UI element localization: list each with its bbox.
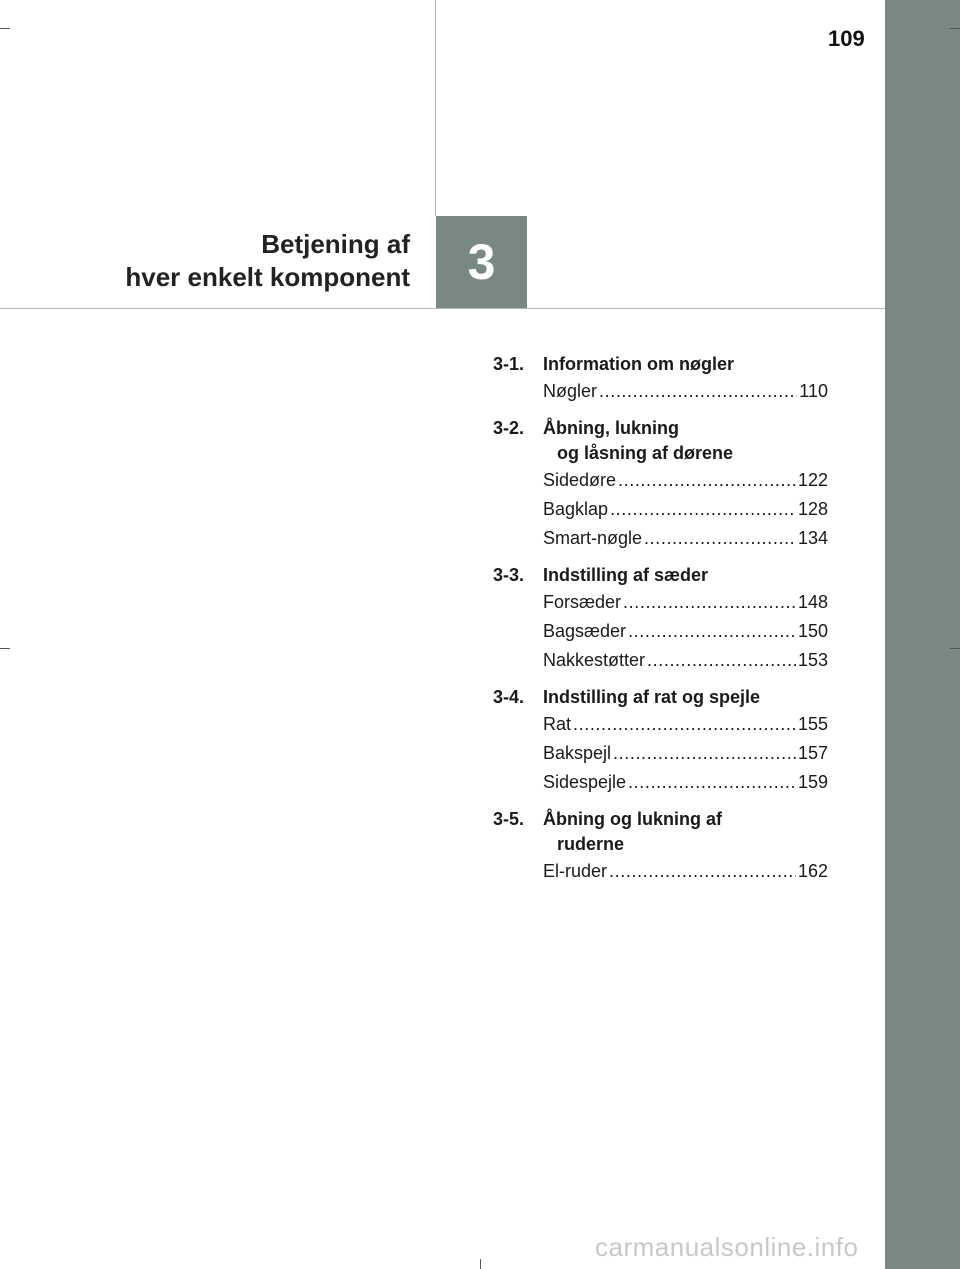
toc-entry[interactable] — [543, 588, 828, 617]
toc-entry[interactable] — [543, 646, 828, 675]
toc-entry[interactable] — [543, 857, 828, 886]
section-title-line: Information om nøgler — [543, 354, 734, 374]
entry-label: Bakspejl — [543, 743, 612, 763]
dot-leader — [610, 495, 796, 524]
section-title — [543, 685, 828, 710]
crop-mark-mid-right — [950, 648, 960, 649]
dot-leader — [623, 588, 796, 617]
section-title — [543, 416, 828, 466]
toc-section[interactable] — [493, 685, 828, 710]
entry-page: 159 — [797, 772, 828, 792]
toc-section[interactable] — [493, 352, 828, 377]
entry-page: 122 — [797, 470, 828, 490]
side-tab — [885, 0, 960, 1269]
section-title — [543, 563, 828, 588]
entry-label: Nakkestøtter — [543, 650, 646, 670]
entry-label: El-ruder — [543, 861, 608, 881]
section-title-line: Indstilling af sæder — [543, 565, 709, 585]
watermark: carmanualsonline.info — [595, 1232, 859, 1262]
dot-leader — [613, 739, 796, 768]
chapter-title — [125, 228, 410, 294]
toc-entry[interactable] — [543, 617, 828, 646]
entry-page: 157 — [797, 743, 828, 763]
dot-leader — [609, 857, 796, 886]
toc-entry[interactable] — [543, 739, 828, 768]
dot-leader — [628, 617, 796, 646]
crop-mark-bottom — [480, 1259, 481, 1269]
toc-section[interactable] — [493, 807, 828, 857]
entry-label: Sidedøre — [543, 470, 617, 490]
toc-entry[interactable] — [543, 495, 828, 524]
table-of-contents — [493, 352, 828, 886]
dot-leader — [647, 646, 796, 675]
toc-entry[interactable] — [543, 377, 828, 406]
entry-page: 128 — [797, 499, 828, 519]
section-title-line: Åbning, lukning — [543, 418, 679, 438]
section-number: 3-1. — [493, 354, 525, 374]
crop-mark-mid-left — [0, 648, 10, 649]
entry-page: 162 — [797, 861, 828, 881]
toc-entry[interactable] — [543, 524, 828, 553]
entry-label: Rat — [543, 714, 572, 734]
section-number: 3-4. — [493, 687, 525, 707]
section-number: 3-3. — [493, 565, 525, 585]
chapter-title-line2: hver enkelt komponent — [125, 262, 410, 292]
crop-mark-top-left — [0, 28, 10, 29]
toc-entry[interactable] — [543, 768, 828, 797]
dot-leader — [644, 524, 796, 553]
dot-leader — [618, 466, 796, 495]
dot-leader — [573, 710, 796, 739]
page-number: 109 — [828, 26, 865, 51]
chapter-title-line1: Betjening af — [261, 229, 410, 259]
section-title — [543, 807, 828, 857]
section-title — [543, 352, 828, 377]
entry-page: 110 — [799, 381, 828, 401]
toc-entry[interactable] — [543, 466, 828, 495]
entry-page: 153 — [797, 650, 828, 670]
dot-leader — [599, 377, 797, 406]
crop-mark-top-right — [950, 28, 960, 29]
entry-label: Bagklap — [543, 499, 609, 519]
entry-label: Smart-nøgle — [543, 528, 643, 548]
entry-page: 148 — [797, 592, 828, 612]
section-title-line: ruderne — [557, 834, 625, 854]
entry-label: Sidespejle — [543, 772, 627, 792]
dot-leader — [628, 768, 796, 797]
vertical-rule — [435, 0, 436, 216]
section-number: 3-5. — [493, 809, 525, 829]
chapter-number: 3 — [467, 234, 496, 290]
section-title-line: og låsning af dørene — [557, 443, 734, 463]
entry-label: Bagsæder — [543, 621, 627, 641]
toc-entry[interactable] — [543, 710, 828, 739]
section-number: 3-2. — [493, 418, 525, 438]
toc-section[interactable] — [493, 563, 828, 588]
entry-label: Forsæder — [543, 592, 622, 612]
chapter-number-box — [436, 216, 527, 308]
entry-page: 134 — [797, 528, 828, 548]
section-title-line: Indstilling af rat og spejle — [543, 687, 761, 707]
entry-page: 150 — [797, 621, 828, 641]
entry-label: Nøgler — [543, 381, 598, 401]
toc-section[interactable] — [493, 416, 828, 466]
section-title-line: Åbning og lukning af — [543, 809, 722, 829]
horizontal-rule — [0, 308, 885, 309]
entry-page: 155 — [797, 714, 828, 734]
